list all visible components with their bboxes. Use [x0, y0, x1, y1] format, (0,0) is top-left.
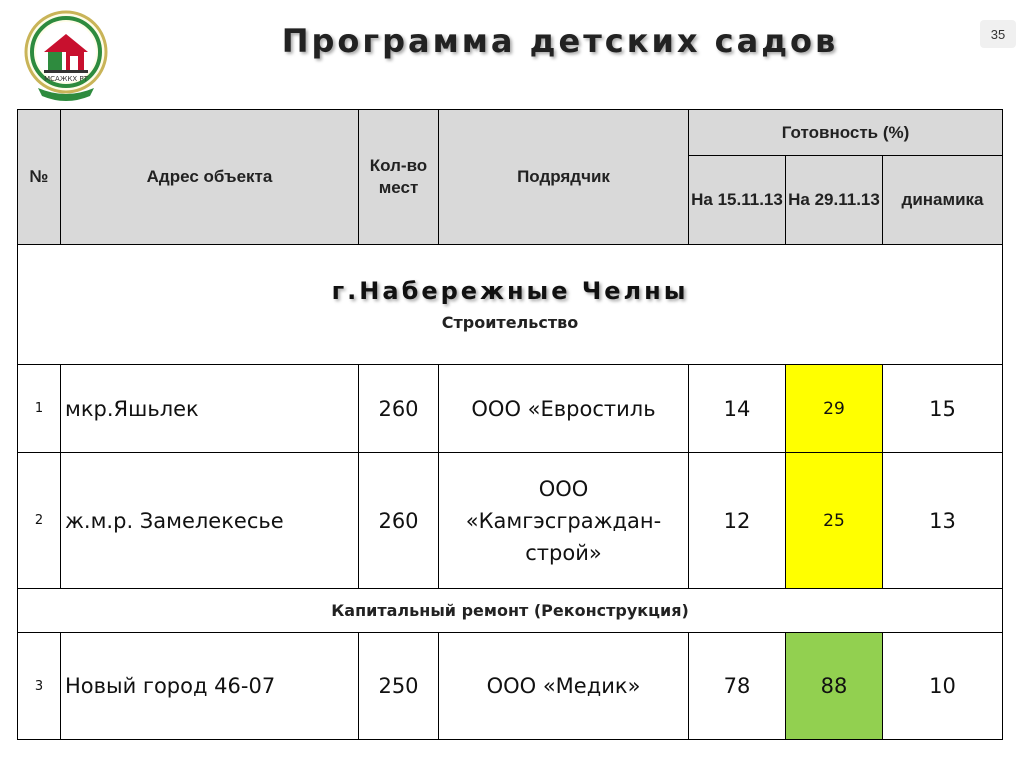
row-number: 1	[18, 365, 61, 453]
col-header-readiness: Готовность (%)	[689, 110, 1003, 156]
city-name: г.Набережные Челны	[331, 277, 689, 305]
row-number: 2	[18, 453, 61, 589]
page-title: Программа детских садов	[281, 22, 839, 60]
row-contractor: ООО «Евростиль	[439, 365, 689, 453]
city-section-row	[18, 245, 1003, 365]
col-header-address: Адрес объекта	[61, 110, 359, 245]
row-dynamics: 13	[883, 453, 1003, 589]
col-header-places: Кол-во мест	[359, 110, 439, 245]
row-places: 260	[359, 453, 439, 589]
kindergarten-table	[17, 109, 1003, 740]
row-dynamics: 15	[883, 365, 1003, 453]
col-header-date1: На 15.11.13	[689, 156, 786, 245]
row-dynamics: 10	[883, 633, 1003, 740]
col-header-dynamics: динамика	[883, 156, 1003, 245]
row-readiness-2: 88	[786, 633, 883, 740]
row-address: мкр.Яшьлек	[61, 365, 359, 453]
header-row-1	[18, 110, 1003, 156]
row-places: 260	[359, 365, 439, 453]
logo-text: МСАЖКХ РТ	[44, 75, 88, 83]
ministry-logo	[14, 8, 118, 102]
row-readiness-1: 14	[689, 365, 786, 453]
section-construction: Строительство	[441, 313, 579, 332]
row-readiness-2: 29	[786, 365, 883, 453]
row-number: 3	[18, 633, 61, 740]
row-readiness-1: 12	[689, 453, 786, 589]
row-readiness-2: 25	[786, 453, 883, 589]
slide-number: 35	[980, 20, 1016, 48]
col-header-date2: На 29.11.13	[786, 156, 883, 245]
table-row	[18, 365, 1003, 453]
section-repair: Капитальный ремонт (Реконструкция)	[18, 589, 1003, 633]
row-readiness-1: 78	[689, 633, 786, 740]
row-contractor: ООО «Медик»	[439, 633, 689, 740]
repair-section-row	[18, 589, 1003, 633]
row-places: 250	[359, 633, 439, 740]
row-contractor: ООО «Камгэсграждан-строй»	[439, 453, 689, 589]
col-header-contractor: Подрядчик	[439, 110, 689, 245]
row-address: Новый город 46-07	[61, 633, 359, 740]
table-row	[18, 633, 1003, 740]
row-address: ж.м.р. Замелекесье	[61, 453, 359, 589]
table-row	[18, 453, 1003, 589]
col-header-no: №	[18, 110, 61, 245]
